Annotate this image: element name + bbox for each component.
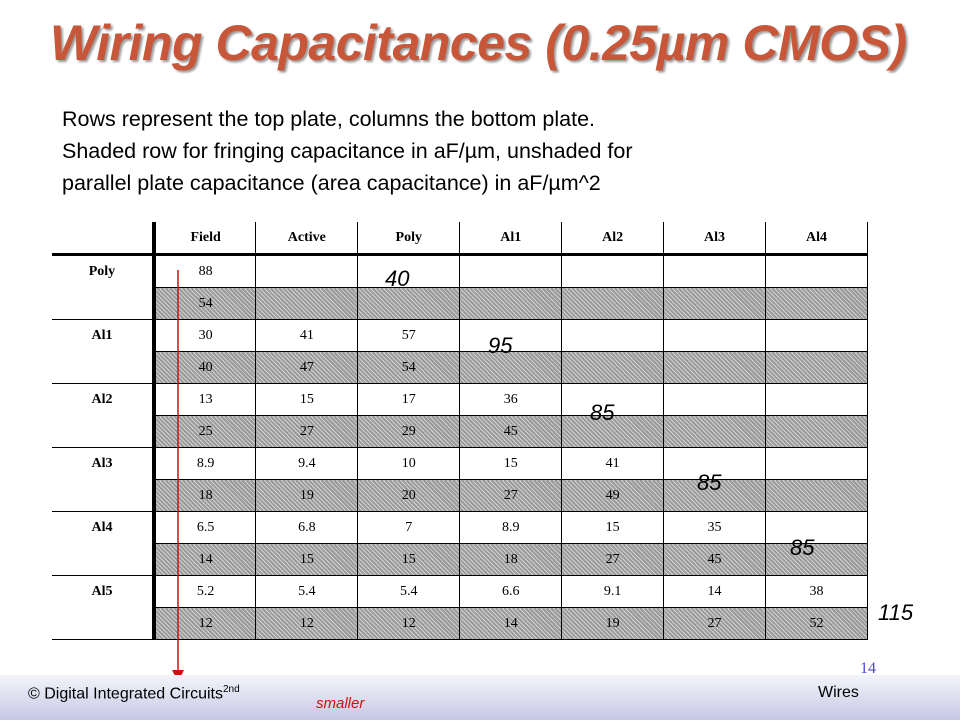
annotation-al2-al2: 85 [590,400,615,425]
fringe-capacitance-cell: 20 [358,480,460,512]
area-capacitance-cell [664,255,766,288]
slide-title: Wiring Capacitances (0.25µm CMOS) [50,15,907,71]
area-capacitance-cell [562,255,664,288]
area-capacitance-cell: 9.1 [562,576,664,608]
row-header-al2: Al2 [52,384,154,416]
area-capacitance-cell: 5.4 [256,576,358,608]
fringe-capacitance-cell [766,288,868,320]
fringe-capacitance-cell: 15 [256,544,358,576]
footer-chapter: Wires [818,684,859,701]
row-header-blank [52,544,154,576]
arrow-note: smaller [316,695,365,712]
fringe-capacitance-cell [664,416,766,448]
row-header-blank [52,416,154,448]
area-capacitance-cell [766,255,868,288]
row-header-al1: Al1 [52,320,154,352]
area-capacitance-cell: 7 [358,512,460,544]
slide-description [62,103,942,199]
fringe-capacitance-cell [358,288,460,320]
area-capacitance-cell [664,384,766,416]
column-header-al1: Al1 [460,222,562,255]
fringe-capacitance-cell: 27 [460,480,562,512]
column-header-al3: Al3 [664,222,766,255]
annotation-al1-al1: 95 [488,333,513,358]
row-header-al3: Al3 [52,448,154,480]
area-capacitance-cell [256,255,358,288]
annotation-al4-al4: 85 [790,535,815,560]
column-header-poly: Poly [358,222,460,255]
area-capacitance-cell: 38 [766,576,868,608]
fringe-capacitance-cell: 54 [358,352,460,384]
description-line: Rows represent the top plate, columns the bottom plate. [62,107,596,131]
footer-copyright-text: © Digital Integrated Circuits [28,685,223,703]
fringe-capacitance-cell: 12 [154,608,256,640]
fringe-capacitance-cell [460,288,562,320]
row-header-al4: Al4 [52,512,154,544]
fringe-capacitance-cell: 18 [154,480,256,512]
fringe-capacitance-cell [766,352,868,384]
annotation-al3-al3: 85 [697,470,722,495]
area-capacitance-cell: 57 [358,320,460,352]
column-header-al2: Al2 [562,222,664,255]
capacitance-table-panel [38,218,868,672]
fringe-capacitance-cell: 45 [460,416,562,448]
area-capacitance-cell: 15 [562,512,664,544]
row-header-blank [52,288,154,320]
area-capacitance-cell [664,320,766,352]
fringe-capacitance-cell: 52 [766,608,868,640]
area-capacitance-cell: 17 [358,384,460,416]
area-capacitance-cell: 5.2 [154,576,256,608]
table-corner [52,222,154,255]
fringe-capacitance-cell: 12 [256,608,358,640]
fringe-capacitance-cell: 14 [460,608,562,640]
area-capacitance-cell: 6.8 [256,512,358,544]
area-capacitance-cell [766,448,868,480]
fringe-capacitance-cell [766,544,868,576]
fringe-capacitance-cell: 27 [664,608,766,640]
area-capacitance-cell: 10 [358,448,460,480]
fringe-capacitance-cell [562,352,664,384]
area-capacitance-cell [460,255,562,288]
row-header-al5: Al5 [52,576,154,608]
fringe-capacitance-cell: 19 [562,608,664,640]
row-header-blank [52,480,154,512]
area-capacitance-cell: 41 [256,320,358,352]
area-capacitance-cell [766,512,868,544]
fringe-capacitance-cell [562,288,664,320]
annotation-poly-poly: 40 [385,266,410,291]
area-capacitance-cell [766,320,868,352]
area-capacitance-cell [766,384,868,416]
area-capacitance-cell: 8.9 [154,448,256,480]
fringe-capacitance-cell: 40 [154,352,256,384]
row-header-blank [52,352,154,384]
area-capacitance-cell: 41 [562,448,664,480]
area-capacitance-cell: 6.5 [154,512,256,544]
down-arrow-icon [170,270,186,684]
column-header-active: Active [256,222,358,255]
area-capacitance-cell: 15 [460,448,562,480]
area-capacitance-cell: 6.6 [460,576,562,608]
area-capacitance-cell [562,320,664,352]
area-capacitance-cell: 36 [460,384,562,416]
fringe-capacitance-cell [256,288,358,320]
fringe-capacitance-cell: 19 [256,480,358,512]
fringe-capacitance-cell: 14 [154,544,256,576]
column-header-field: Field [154,222,256,255]
page-number: 14 [860,660,876,677]
fringe-capacitance-cell [664,288,766,320]
fringe-capacitance-cell [664,352,766,384]
row-header-blank [52,608,154,640]
row-header-poly: Poly [52,255,154,288]
area-capacitance-cell: 30 [154,320,256,352]
area-capacitance-cell: 9.4 [256,448,358,480]
description-line: Shaded row for fringing capacitance in aF/µm, unshaded for [62,139,633,163]
fringe-capacitance-cell: 12 [358,608,460,640]
fringe-capacitance-cell: 25 [154,416,256,448]
fringe-capacitance-cell: 54 [154,288,256,320]
fringe-capacitance-cell: 27 [562,544,664,576]
fringe-capacitance-cell [766,416,868,448]
area-capacitance-cell: 15 [256,384,358,416]
column-header-al4: Al4 [766,222,868,255]
area-capacitance-cell: 35 [664,512,766,544]
fringe-capacitance-cell: 47 [256,352,358,384]
fringe-capacitance-cell: 45 [664,544,766,576]
fringe-capacitance-cell: 15 [358,544,460,576]
annotation-al5-al5: 115 [878,600,914,625]
area-capacitance-cell: 14 [664,576,766,608]
edition-superscript: 2nd [222,684,240,695]
area-capacitance-cell: 88 [154,255,256,288]
fringe-capacitance-cell: 18 [460,544,562,576]
fringe-capacitance-cell [766,480,868,512]
area-capacitance-cell: 8.9 [460,512,562,544]
area-capacitance-cell: 13 [154,384,256,416]
footer-copyright [28,684,240,703]
description-line: parallel plate capacitance (area capacitance) in aF/µm^2 [62,171,601,195]
fringe-capacitance-cell: 27 [256,416,358,448]
fringe-capacitance-cell: 49 [562,480,664,512]
area-capacitance-cell: 5.4 [358,576,460,608]
fringe-capacitance-cell: 29 [358,416,460,448]
